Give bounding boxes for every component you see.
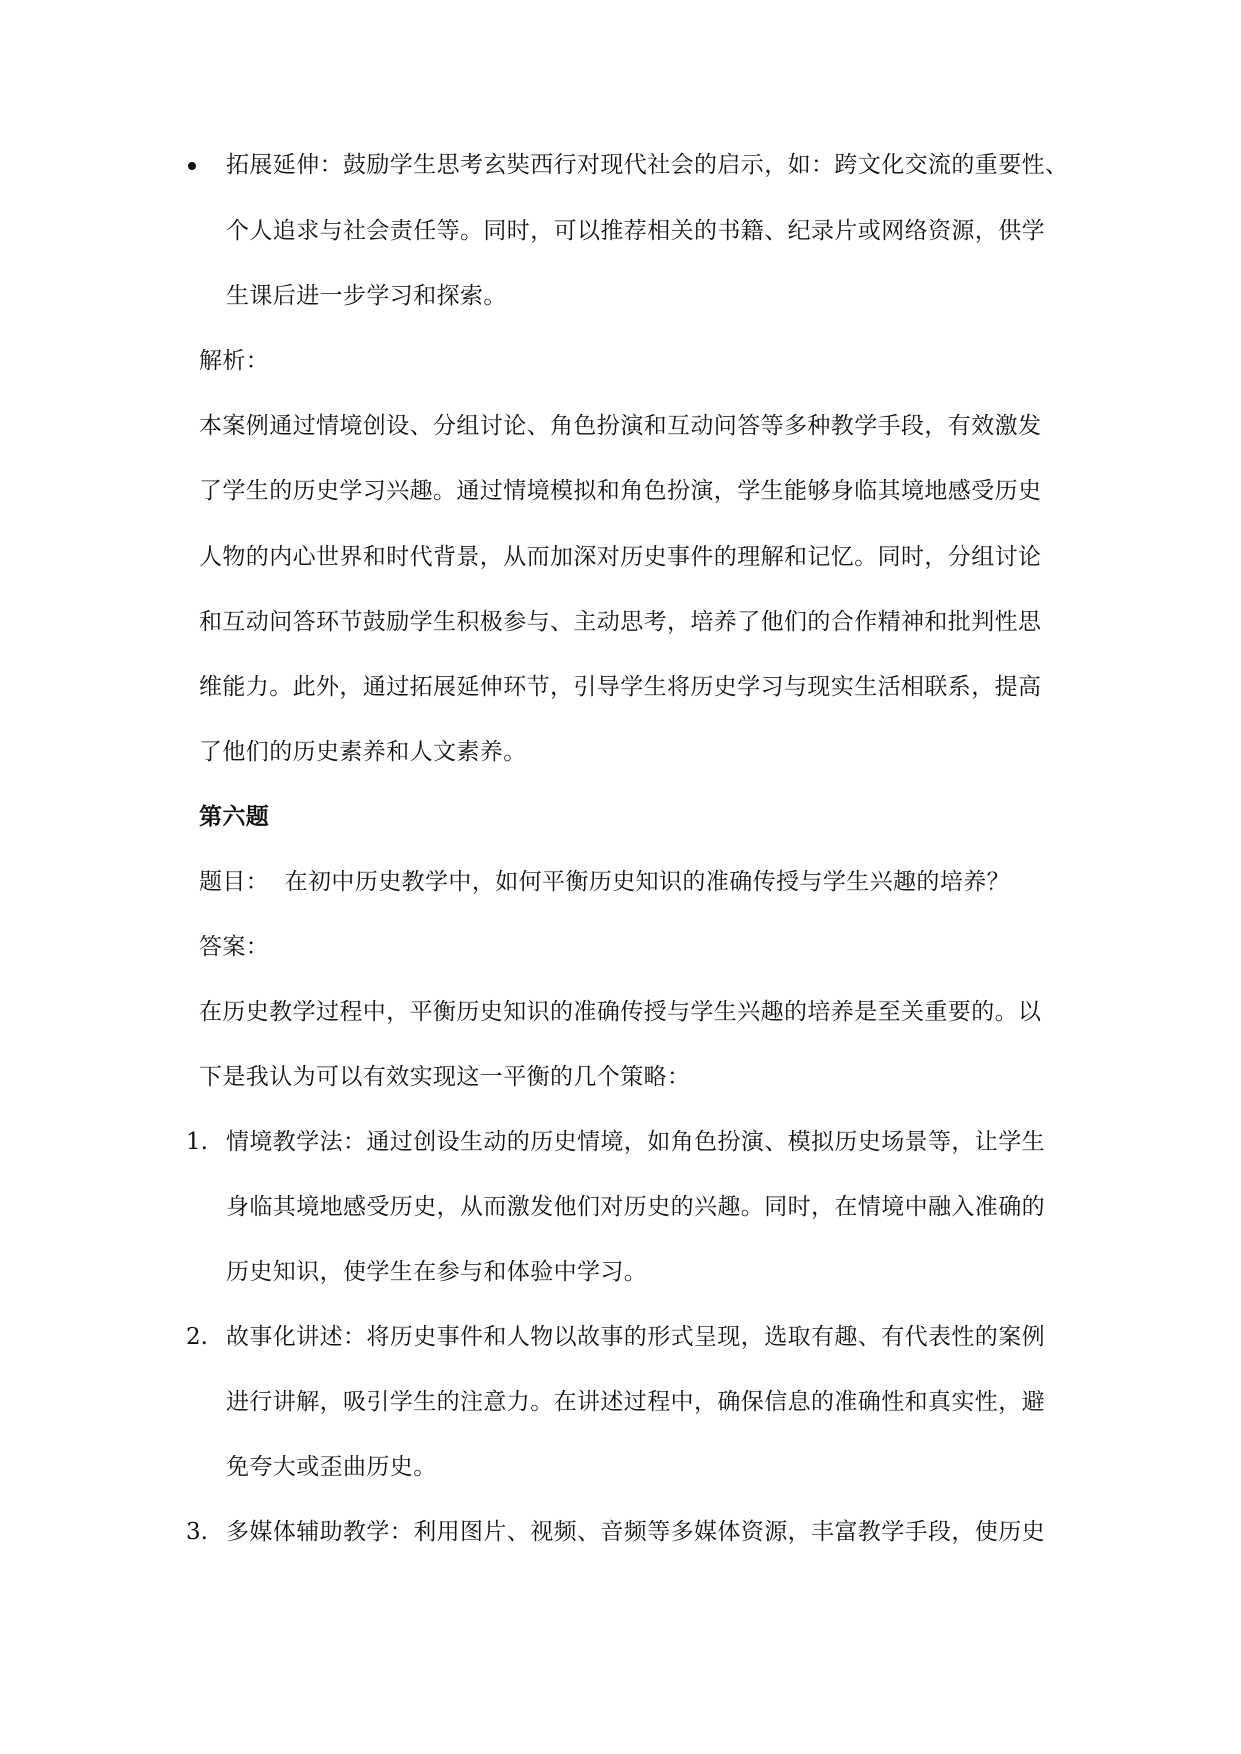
list-item-line: 免夸大或歪曲历史。 xyxy=(226,1454,437,1480)
analysis-paragraph-line: 了学生的历史学习兴趣。通过情境模拟和角色扮演，学生能够身临其境地感受历史 xyxy=(199,478,1042,504)
list-item-line: 身临其境地感受历史，从而激发他们对历史的兴趣。同时，在情境中融入准确的 xyxy=(226,1194,1045,1220)
list-item-line: 情境教学法：通过创设生动的历史情境，如角色扮演、模拟历史场景等，让学生 xyxy=(226,1129,1045,1155)
list-item-number: 1. xyxy=(186,1129,208,1155)
question-prompt: 题目： 在初中历史教学中，如何平衡历史知识的准确传授与学生兴趣的培养？ xyxy=(199,869,1011,895)
answer-label: 答案： xyxy=(199,934,270,960)
list-item-line: 故事化讲述：将历史事件和人物以故事的形式呈现，选取有趣、有代表性的案例 xyxy=(226,1324,1045,1350)
list-item-line: 多媒体辅助教学：利用图片、视频、音频等多媒体资源，丰富教学手段，使历史 xyxy=(226,1519,1045,1545)
bullet-line: 生课后进一步学习和探索。 xyxy=(226,283,507,309)
analysis-paragraph-line: 和互动问答环节鼓励学生积极参与、主动思考，培养了他们的合作精神和批判性思 xyxy=(199,609,1042,635)
list-item-number: 3. xyxy=(186,1519,208,1545)
bullet-line: 个人追求与社会责任等。同时，可以推荐相关的书籍、纪录片或网络资源，供学 xyxy=(226,218,1045,244)
bullet-dot xyxy=(188,162,196,170)
list-item-line: 进行讲解，吸引学生的注意力。在讲述过程中，确保信息的准确性和真实性，避 xyxy=(226,1389,1045,1415)
answer-intro-line: 下是我认为可以有效实现这一平衡的几个策略： xyxy=(199,1064,691,1090)
analysis-paragraph-line: 维能力。此外，通过拓展延伸环节，引导学生将历史学习与现实生活相联系，提高 xyxy=(199,674,1042,700)
list-item-line: 历史知识，使学生在参与和体验中学习。 xyxy=(226,1259,648,1285)
answer-intro-line: 在历史教学过程中，平衡历史知识的准确传授与学生兴趣的培养是至关重要的。以 xyxy=(199,999,1042,1025)
bullet-line: 拓展延伸：鼓励学生思考玄奘西行对现代社会的启示，如：跨文化交流的重要性、 xyxy=(226,152,1069,178)
analysis-paragraph-line: 了他们的历史素养和人文素养。 xyxy=(199,739,527,765)
list-item-number: 2. xyxy=(186,1324,208,1350)
analysis-paragraph-line: 人物的内心世界和时代背景，从而加深对历史事件的理解和记忆。同时，分组讨论 xyxy=(199,544,1042,570)
section-heading: 第六题 xyxy=(199,803,270,830)
analysis-label: 解析： xyxy=(199,348,270,374)
analysis-paragraph-line: 本案例通过情境创设、分组讨论、角色扮演和互动问答等多种教学手段，有效激发 xyxy=(199,413,1042,439)
